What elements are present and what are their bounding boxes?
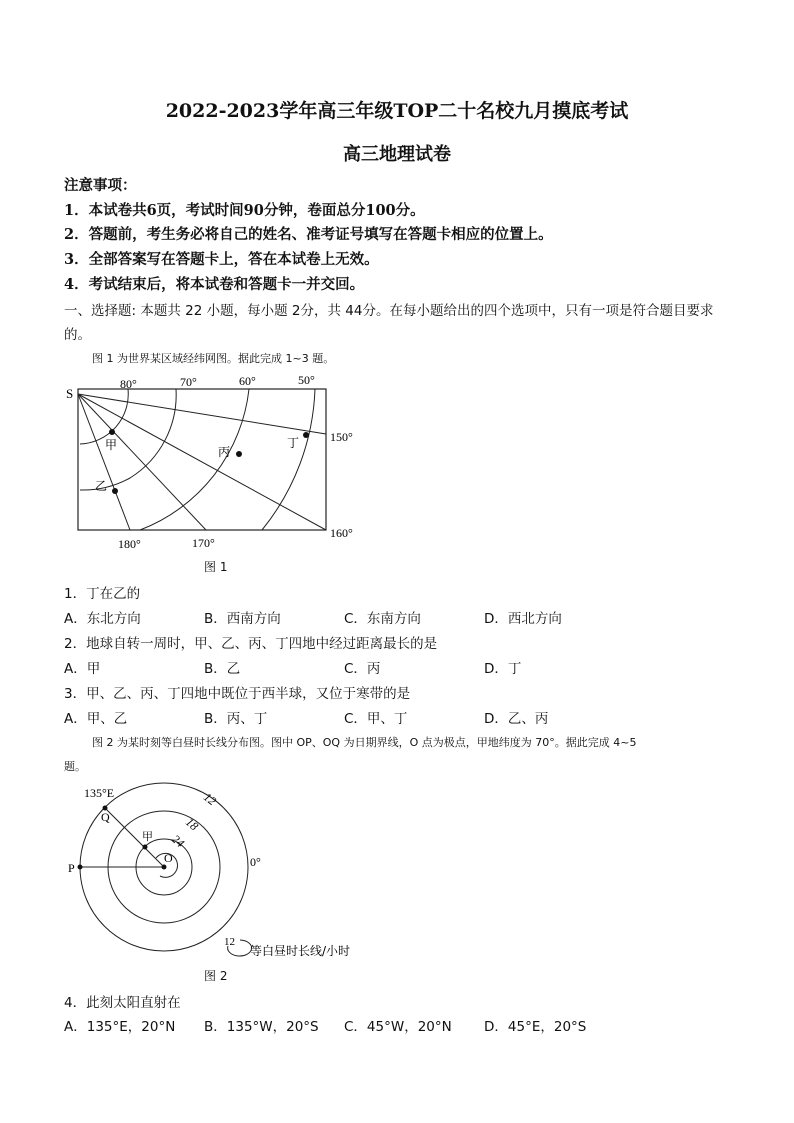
- label-lon-180: 180°: [118, 537, 141, 551]
- point-bing: [236, 451, 242, 457]
- note-item-3: 3．全部答案写在答题卡上，答在本试卷上无效。: [64, 251, 379, 268]
- label-bing: 丙: [218, 445, 231, 459]
- notes-heading: 注意事项：: [64, 177, 137, 194]
- question-4-option-a[interactable]: A．135°E，20°N: [64, 1019, 176, 1035]
- question-2-stem: 2．地球自转一周时，甲、乙、丙、丁四地中经过距离最长的是: [64, 636, 438, 652]
- parallel-60: [140, 389, 249, 530]
- figure1-intro: 图 1 为世界某区域经纬网图。据此完成 1~3 题。: [92, 352, 335, 365]
- question-2-option-c[interactable]: C．丙: [344, 661, 381, 677]
- label-lat-80: 80°: [120, 377, 137, 391]
- question-3-option-b[interactable]: B．丙、丁: [204, 711, 268, 727]
- label-lat-60: 60°: [239, 374, 256, 388]
- label-q: Q: [101, 810, 110, 824]
- label-jia: 甲: [142, 830, 153, 843]
- label-p: P: [68, 861, 75, 875]
- question-4-stem: 4．此刻太阳直射在: [64, 995, 181, 1011]
- meridian-170: [78, 394, 206, 530]
- figure2-intro-line1: 图 2 为某时刻等白昼时长线分布图。图中 OP、OQ 为日期界线，O 点为极点，甲地纬度为 70°。据此完成 4~5: [92, 736, 637, 749]
- question-1-option-b[interactable]: B．西南方向: [204, 611, 281, 627]
- question-1-option-c[interactable]: C．东南方向: [344, 611, 421, 627]
- label-0deg: 0°: [250, 855, 261, 869]
- label-jia: 甲: [105, 438, 118, 452]
- label-pole-s: S: [66, 386, 74, 401]
- meridians: [78, 394, 326, 530]
- label-18h: 18: [182, 814, 202, 834]
- section-intro-line2: 的。: [64, 327, 91, 343]
- question-3-stem: 3．甲、乙、丙、丁四地中既位于西半球，又位于寒带的是: [64, 686, 411, 702]
- label-yi: 乙: [95, 479, 108, 493]
- figure1-graticule-map: [60, 370, 370, 555]
- question-4-option-c[interactable]: C．45°W，20°N: [344, 1019, 452, 1035]
- question-3-option-c[interactable]: C．甲、丁: [344, 711, 408, 727]
- legend-text: 等白昼时长线/小时: [250, 944, 351, 958]
- question-2-option-d[interactable]: D．丁: [484, 661, 522, 677]
- question-1-stem: 1．丁在乙的: [64, 586, 141, 602]
- parallel-80: [80, 389, 128, 444]
- section-intro-line1: 一、选择题: 本题共 22 小题，每小题 2分，共 44分。在每小题给出的四个选项中，只有一项是符合题目要求: [64, 303, 714, 319]
- figure1-caption: 图 1: [204, 560, 228, 574]
- point-p: [78, 865, 83, 870]
- label-o: O: [164, 851, 173, 865]
- label-lat-50: 50°: [298, 373, 315, 387]
- point-jia: [143, 845, 148, 850]
- exam-title: 2022-2023学年高三年级TOP二十名校九月摸底考试: [165, 100, 629, 122]
- question-1-option-a[interactable]: A．东北方向: [64, 611, 141, 627]
- label-lon-170: 170°: [192, 536, 215, 550]
- question-2-option-b[interactable]: B．乙: [204, 661, 241, 677]
- exam-subtitle: 高三地理试卷: [343, 144, 451, 165]
- label-lon-160: 160°: [330, 526, 353, 540]
- note-item-4: 4．考试结束后，将本试卷和答题卡一并交回。: [64, 276, 365, 293]
- point-ding: [303, 432, 309, 438]
- map-frame: [78, 389, 326, 530]
- label-135e: 135°E: [84, 786, 115, 800]
- question-1-option-d[interactable]: D．西北方向: [484, 611, 562, 627]
- meridian-180: [78, 394, 130, 530]
- point-yi: [112, 488, 118, 494]
- legend-value: 12: [224, 936, 235, 948]
- point-jia: [109, 429, 115, 435]
- question-3-option-a[interactable]: A．甲、乙: [64, 711, 128, 727]
- figure2-intro-line2: 题。: [64, 760, 86, 773]
- line-oq: [105, 808, 164, 867]
- note-item-1: 1．本试卷共6页，考试时间90分钟，卷面总分100分。: [64, 202, 425, 219]
- question-3-option-d[interactable]: D．乙、丙: [484, 711, 549, 727]
- figure2-daylength-map: [60, 778, 370, 988]
- label-24h: 24: [168, 831, 188, 851]
- note-item-2: 2．答题前，考生务必将自己的姓名、准考证号填写在答题卡相应的位置上。: [64, 226, 553, 243]
- label-ding: 丁: [287, 436, 300, 450]
- point-o: [162, 865, 167, 870]
- parallel-50: [262, 389, 315, 530]
- question-4-option-b[interactable]: B．135°W，20°S: [204, 1019, 319, 1035]
- question-2-option-a[interactable]: A．甲: [64, 661, 101, 677]
- label-lon-150: 150°: [330, 430, 353, 444]
- question-4-option-d[interactable]: D．45°E，20°S: [484, 1019, 587, 1035]
- label-12h: 12: [200, 789, 220, 809]
- label-lat-70: 70°: [180, 375, 197, 389]
- figure2-caption: 图 2: [204, 969, 228, 983]
